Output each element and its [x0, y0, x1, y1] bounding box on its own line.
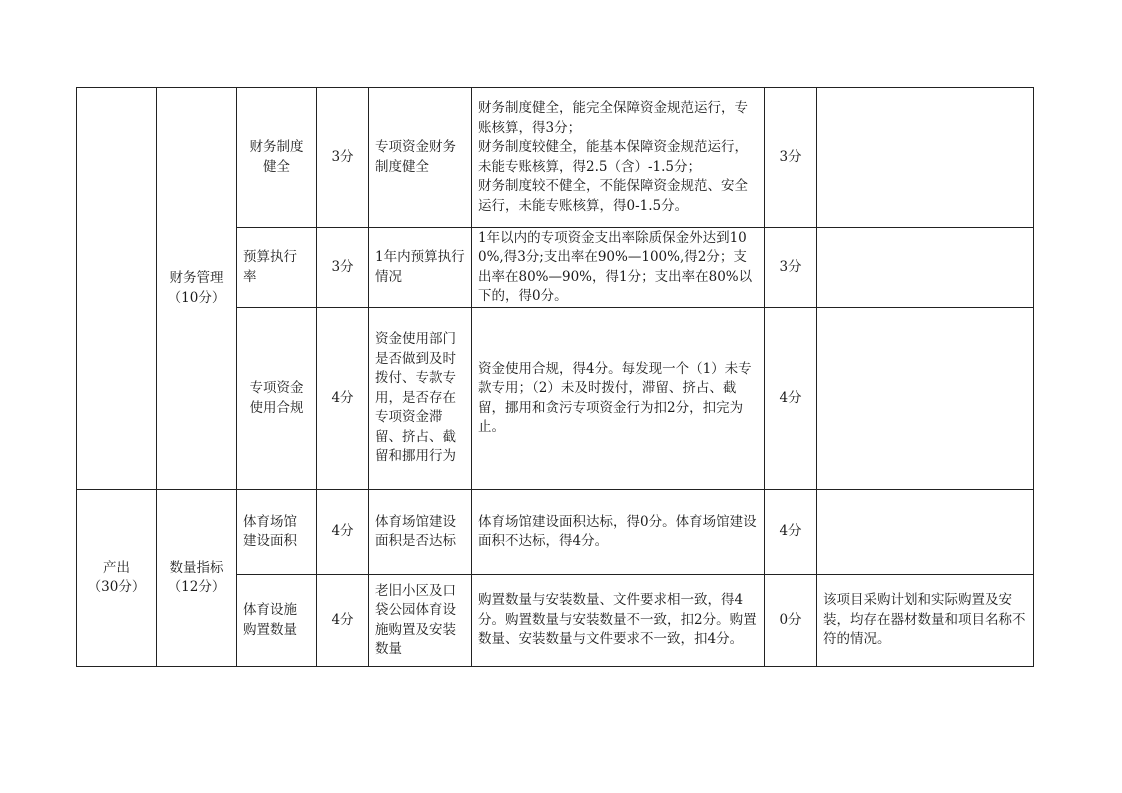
indicator-cell: 财务制度健全 — [237, 88, 317, 228]
note-cell — [817, 88, 1034, 228]
score-cell: 3分 — [765, 228, 817, 308]
note-cell — [817, 490, 1034, 575]
criteria-cell: 购置数量与安装数量、文件要求相一致，得4分。购置数量与安装数量不一致，扣2分。购置数量、安装数量与文件要求不一致，扣4分。 — [472, 575, 765, 667]
criteria-cell: 体育场馆建设面积达标，得0分。体育场馆建设面积不达标，得4分。 — [472, 490, 765, 575]
content-cell: 1年内预算执行情况 — [369, 228, 472, 308]
note-cell — [817, 228, 1034, 308]
points-cell: 3分 — [317, 88, 369, 228]
table-row — [77, 490, 1034, 575]
content-cell: 老旧小区及口袋公园体育设施购置及安装数量 — [369, 575, 472, 667]
points-cell: 4分 — [317, 575, 369, 667]
score-cell: 4分 — [765, 490, 817, 575]
level2-quantity-cell: 数量指标 （12分） — [157, 490, 237, 667]
points-cell: 4分 — [317, 490, 369, 575]
note-cell — [817, 308, 1034, 490]
evaluation-table — [76, 87, 1034, 667]
points-cell: 3分 — [317, 228, 369, 308]
score-cell: 3分 — [765, 88, 817, 228]
level1-output-cell: 产出 （30分） — [77, 490, 157, 667]
criteria-cell: 财务制度健全，能完全保障资金规范运行，专账核算，得3分； 财务制度较健全，能基本保障资金规范运行，未能专账核算，得2.5（含）-1.5分； 财务制度较不健全，不能保障资金规范、安全运行，未能专账核算，得0-1.5分。 — [472, 88, 765, 228]
level2-finance-cell: 财务管理 （10分） — [157, 88, 237, 490]
content-cell: 资金使用部门是否做到及时拨付、专款专用，是否存在专项资金滞留、挤占、截留和挪用行为 — [369, 308, 472, 490]
indicator-cell: 体育场馆建设面积 — [237, 490, 317, 575]
note-cell: 该项目采购计划和实际购置及安装，均存在器材数量和项目名称不符的情况。 — [817, 575, 1034, 667]
indicator-cell: 专项资金使用合规 — [237, 308, 317, 490]
level1-cell-empty — [77, 88, 157, 490]
content-cell: 体育场馆建设面积是否达标 — [369, 490, 472, 575]
points-cell: 4分 — [317, 308, 369, 490]
content-cell: 专项资金财务制度健全 — [369, 88, 472, 228]
table-row — [77, 88, 1034, 228]
score-cell: 4分 — [765, 308, 817, 490]
score-cell: 0分 — [765, 575, 817, 667]
criteria-cell: 1年以内的专项资金支出率除质保金外达到100%,得3分;支出率在90%—100%,得2分；支出率在80%—90%，得1分；支出率在80%以下的，得0分。 — [472, 228, 765, 308]
criteria-cell: 资金使用合规，得4分。每发现一个（1）未专款专用；（2）未及时拨付，滞留、挤占、截留，挪用和贪污专项资金行为扣2分，扣完为止。 — [472, 308, 765, 490]
indicator-cell: 体育设施购置数量 — [237, 575, 317, 667]
indicator-cell: 预算执行率 — [237, 228, 317, 308]
